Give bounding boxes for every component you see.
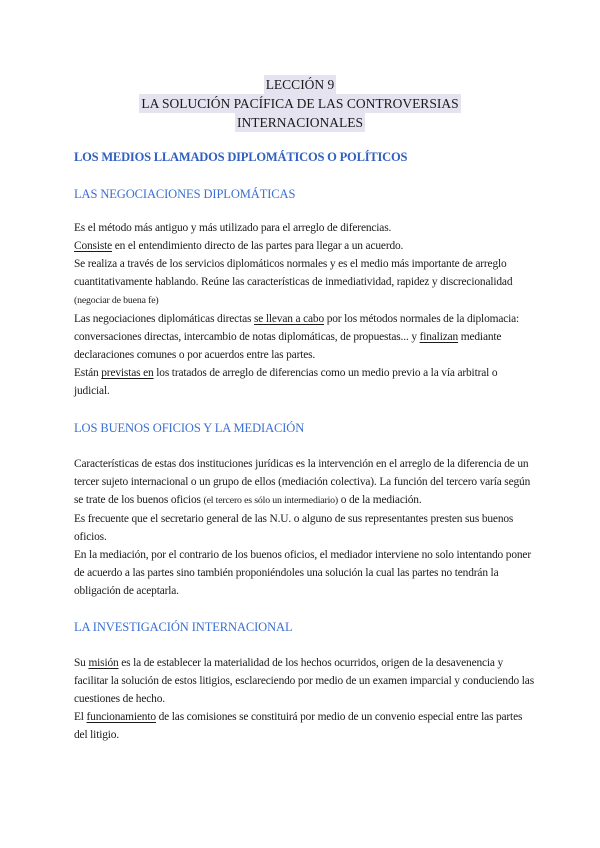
underlined-text: previstas en xyxy=(101,367,154,379)
text: o de la mediación. xyxy=(338,494,422,506)
paragraph xyxy=(74,364,534,400)
text: Su xyxy=(74,657,89,669)
text: de las comisiones se constituirá por medio de un convenio especial entre las partes del litigio. xyxy=(74,711,523,741)
text: Se realiza a través de los servicios diplomáticos normales y es el medio más importante de arreglo cuantitativamente hablando. Reúne las características de inmediatividad, rapidez y discrecionalidad xyxy=(74,258,513,288)
underlined-text: Consiste xyxy=(74,240,113,252)
paragraph xyxy=(74,455,534,510)
paragraph xyxy=(74,291,534,310)
small-note: (el tercero es sólo un intermediario) xyxy=(203,495,339,506)
text: Es frecuente que el secretario general de las N.U. o alguno de sus representantes presten sus buenos oficios. xyxy=(74,513,514,543)
text: en el entendimiento directo de las partes para llegar a un acuerdo. xyxy=(112,240,404,252)
paragraph xyxy=(74,219,534,237)
text: por los métodos normales de la diplomacia: conversaciones directas, intercambio de notas diplomáticas, de propuestas... y xyxy=(74,313,520,343)
text: Están xyxy=(74,367,102,379)
title-line-3: INTERNACIONALES xyxy=(237,115,363,130)
underlined-text: se llevan a cabo xyxy=(253,313,325,325)
heading-investigacion: LA INVESTIGACIÓN INTERNACIONAL xyxy=(74,620,293,634)
paragraph xyxy=(74,255,534,291)
title-line-1: LECCIÓN 9 xyxy=(265,77,335,92)
underlined-text: funcionamiento xyxy=(86,711,156,723)
small-note: (negociar de buena fe) xyxy=(74,295,159,306)
text: los tratados de arreglo de diferencias como un medio previo a la vía arbitral o judicial. xyxy=(74,367,498,397)
section-main-heading: LOS MEDIOS LLAMADOS DIPLOMÁTICOS O POLÍTICOS xyxy=(74,150,408,164)
paragraph xyxy=(74,510,534,546)
underlined-text: misión xyxy=(88,657,119,669)
text: El xyxy=(74,711,87,723)
text: es la de establecer la materialidad de los hechos ocurridos, origen de la desavenencia y facilitar la solución de estos litigios, esclareciendo por medio de un examen imparcial y conduciendo las cuestiones de hecho. xyxy=(74,657,534,705)
text: Es el método más antiguo y más utilizado para el arreglo de diferencias. xyxy=(74,222,392,234)
text: mediante declaraciones comunes o por acuerdos entre las partes. xyxy=(74,331,502,361)
text: En la mediación, por el contrario de los buenos oficios, el mediador interviene no solo intentando poner de acuerdo a las partes sino también proponiéndoles una solución la cual las partes no tendrán la obligación de aceptarla. xyxy=(74,549,531,597)
underlined-text: finalizan xyxy=(419,331,459,343)
section-buenos-oficios-body xyxy=(74,455,534,600)
text: Las negociaciones diplomáticas directas xyxy=(74,313,254,325)
text: Características de estas dos instituciones jurídicas es la intervención en el arreglo de la diferencia de un tercer sujeto internacional o un grupo de ellos (mediación colectiva). La función del tercero varía según se trate de los buenos oficios xyxy=(74,458,531,506)
heading-buenos-oficios: LOS BUENOS OFICIOS Y LA MEDIACIÓN xyxy=(74,421,305,435)
paragraph xyxy=(74,708,534,744)
paragraph xyxy=(74,237,534,255)
paragraph xyxy=(74,310,534,364)
section-negociaciones-body xyxy=(74,219,534,400)
paragraph xyxy=(74,546,534,600)
paragraph xyxy=(74,654,534,708)
section-investigacion-body xyxy=(74,654,534,744)
lesson-title xyxy=(0,75,600,132)
heading-negociaciones: LAS NEGOCIACIONES DIPLOMÁTICAS xyxy=(74,187,296,201)
title-line-2: LA SOLUCIÓN PACÍFICA DE LAS CONTROVERSIAS xyxy=(141,96,459,111)
